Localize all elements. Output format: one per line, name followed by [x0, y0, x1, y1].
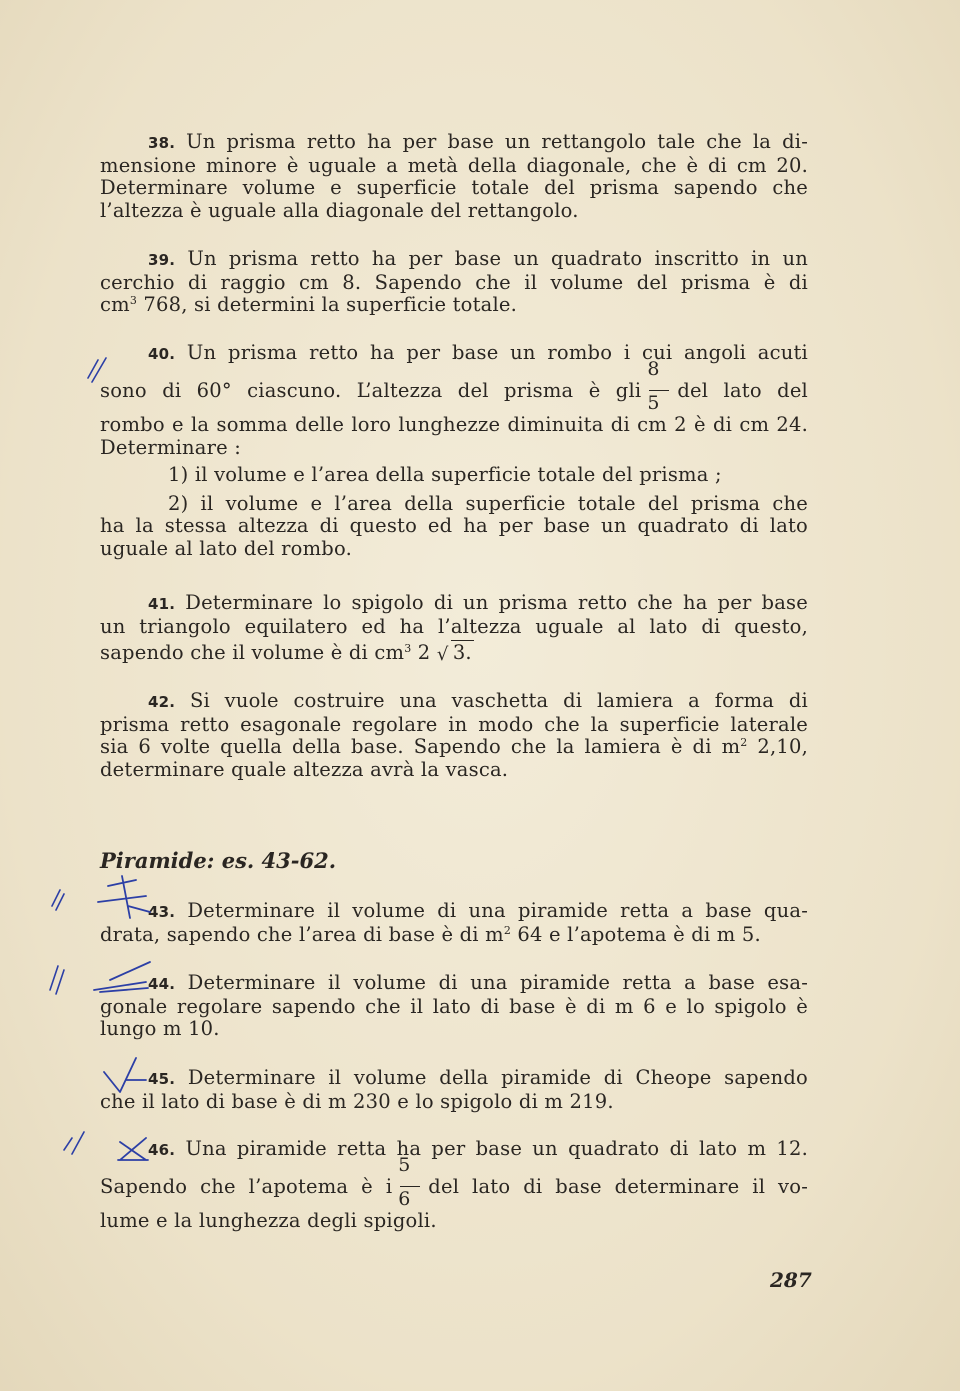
exercise-number: 39.: [148, 251, 176, 269]
superscript: 2: [503, 923, 512, 937]
ink-check-46: [118, 1138, 148, 1160]
exercise-text: mensione minore è uguale a metà della diagonale, che è di cm 20.: [100, 153, 808, 177]
radicand: 3.: [452, 641, 472, 664]
ink-slash-44: [50, 966, 64, 994]
exercise-text: Determinare :: [100, 435, 242, 459]
exercise-text: del lato di base determinare il vo-: [428, 1174, 809, 1198]
exercise-text: Sapendo che l’apotema è i: [100, 1174, 393, 1198]
exercise-text: Determinare il volume di una piramide retta a base qua-: [187, 899, 808, 922]
exercise-text: 2,10,: [747, 735, 809, 758]
list-item-1: 1) il volume e l’area della superficie totale del prisma ;: [168, 463, 722, 486]
exercise-text: prisma retto esagonale regolare in modo che la superficie laterale: [100, 712, 808, 736]
superscript: 3: [404, 642, 412, 655]
ink-slash-43: [52, 890, 64, 910]
exercise-text: rombo e la somma delle loro lunghezze diminuita di cm 2 è di cm 24.: [100, 413, 808, 436]
exercise-text: 2: [411, 641, 431, 664]
section-title: Piramide: es. 43-62.: [100, 848, 337, 873]
exercise-text: gonale regolare sapendo che il lato di base è di m 6 e lo spigolo è: [100, 994, 808, 1018]
ink-slash-40: [88, 358, 106, 382]
fraction-numerator: 8: [647, 358, 660, 380]
exercise-text: determinare quale altezza avrà la vasca.: [100, 757, 509, 781]
exercise-text: Determinare lo spigolo di un prisma retto che ha per base: [185, 591, 808, 614]
exercise-number: 38.: [148, 134, 176, 152]
exercise-text: lume e la lunghezza degli spigoli.: [100, 1209, 437, 1232]
list-item-2: 2) il volume e l’area della superficie totale del prisma che: [168, 491, 808, 515]
exercise-text: Un prisma retto ha per base un quadrato inscritto in un: [187, 247, 808, 270]
exercise-number: 41.: [148, 595, 176, 613]
exercise-text: l’altezza è uguale alla diagonale del rettangolo.: [100, 198, 579, 222]
exercise-text: sia 6 volte quella della base. Sapendo che la lamiera è di m: [100, 735, 741, 758]
exercise-text: lungo m 10.: [100, 1017, 220, 1040]
radical-sign: √: [436, 644, 449, 665]
exercise-text: uguale al lato del rombo.: [100, 536, 352, 560]
fraction-denominator: 6: [398, 1188, 411, 1210]
superscript: 2: [740, 736, 748, 749]
exercise-text: Una piramide retta ha per base un quadrato di lato m 12.: [185, 1137, 808, 1160]
exercise-number: 46.: [148, 1141, 176, 1159]
exercise-text: del lato del: [677, 378, 808, 402]
exercise-text: 768, si determini la superficie totale.: [137, 293, 518, 316]
exercise-text: Un prisma retto ha per base un rombo i cui angoli acuti: [186, 341, 808, 364]
exercise-number: 44.: [148, 975, 176, 993]
exercise-text: drata, sapendo che l’area di base è di m: [100, 922, 504, 946]
exercise-text: Si vuole costruire una vaschetta di lamiera a forma di: [189, 689, 808, 712]
exercise-text: sono di 60° ciascuno. L’altezza del prisma è gli: [100, 378, 642, 402]
fraction-numerator: 5: [398, 1154, 411, 1176]
exercise-text: 64 e l’apotema è di m 5.: [511, 922, 761, 946]
exercise-text: Determinare il volume della piramide di Cheope sapendo: [187, 1066, 808, 1089]
exercise-number: 42.: [148, 693, 176, 711]
superscript: 3: [129, 294, 138, 307]
exercise-text: un triangolo equilatero ed ha l’altezza uguale al lato di questo,: [100, 614, 808, 638]
ink-check-45: [104, 1058, 146, 1092]
ink-check-44: [94, 962, 150, 992]
unit-text: cm: [100, 293, 130, 316]
page-number: 287: [770, 1268, 812, 1292]
exercise-text: Determinare volume e superficie totale del prisma sapendo che: [100, 176, 808, 199]
exercise-number: 40.: [148, 345, 176, 363]
exercise-text: ha la stessa altezza di questo ed ha per base un quadrato di lato: [100, 514, 808, 537]
exercise-text: cerchio di raggio cm 8. Sapendo che il volume del prisma è di: [100, 270, 808, 294]
exercise-text: Un prisma retto ha per base un rettangolo tale che la di-: [186, 130, 808, 153]
exercise-text: sapendo che il volume è di cm: [100, 641, 405, 664]
exercise-number: 43.: [148, 903, 176, 921]
exercise-number: 45.: [148, 1070, 176, 1088]
exercise-text: Determinare il volume di una piramide retta a base esa-: [187, 971, 808, 994]
exercise-text: che il lato di base è di m 230 e lo spigolo di m 219.: [100, 1089, 614, 1113]
fraction-denominator: 5: [647, 392, 660, 414]
ink-slash-46: [64, 1132, 84, 1154]
ink-check-43: [98, 876, 150, 918]
